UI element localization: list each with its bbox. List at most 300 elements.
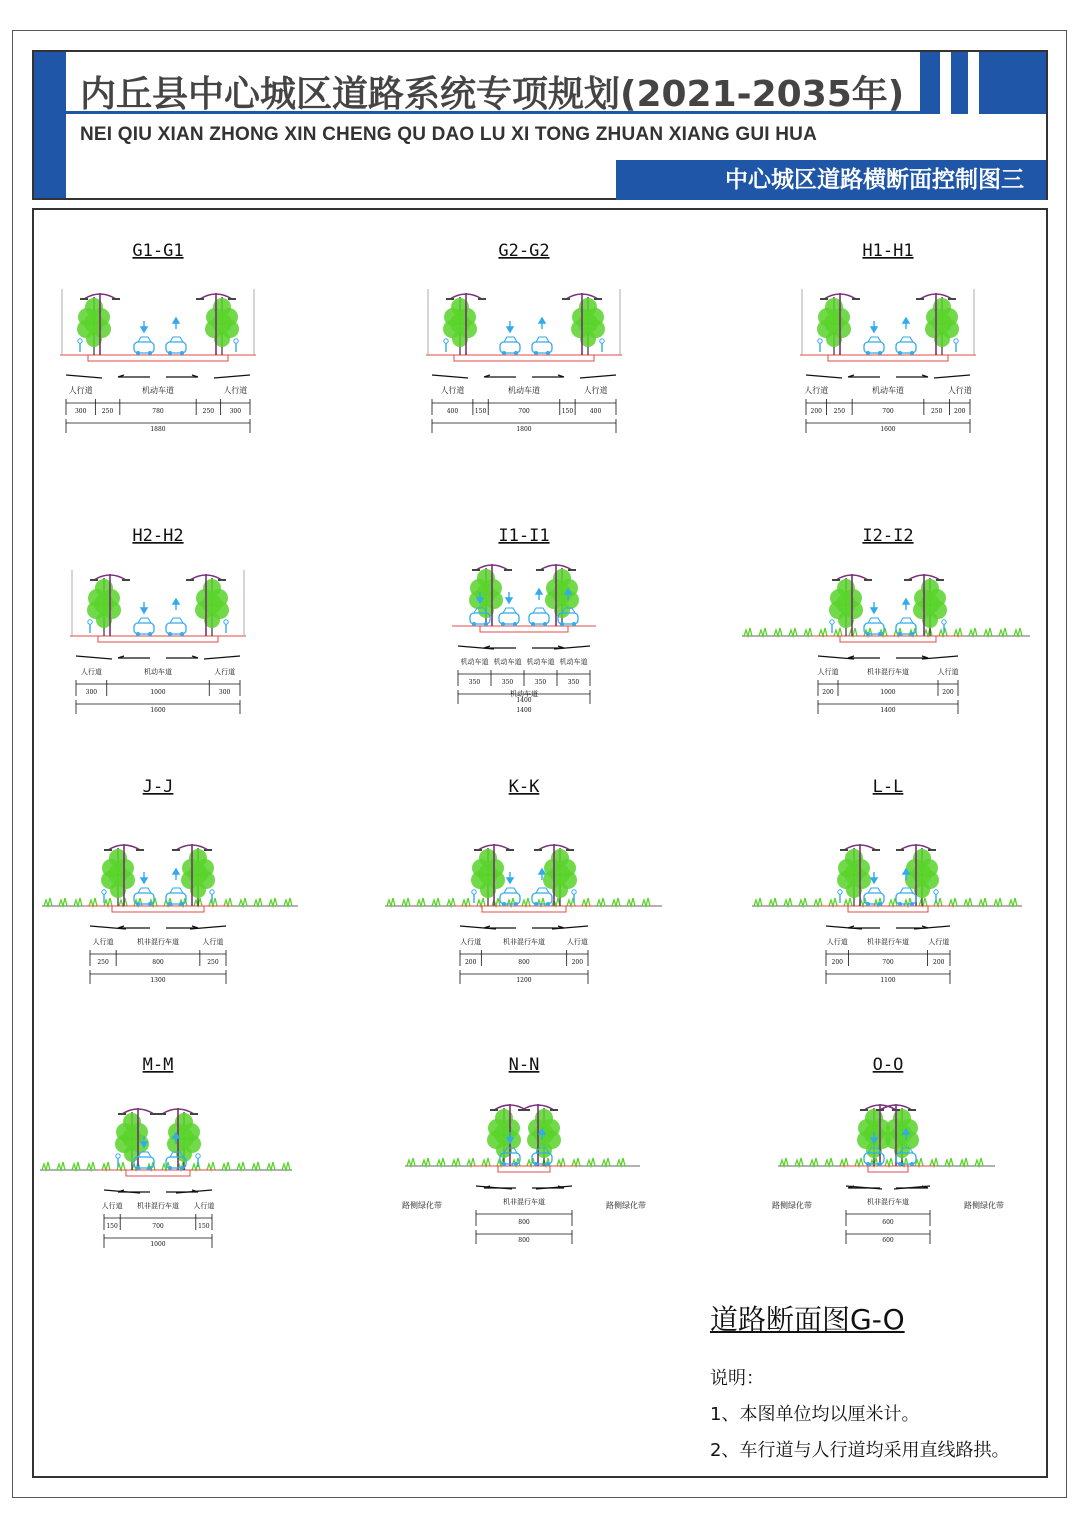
carriageway-outline [126,1170,190,1176]
total-width: 600 [882,1237,894,1244]
down-arrow-icon [506,592,512,603]
grass-icon [939,628,947,636]
tree-canopy [844,864,864,884]
grass-icon [984,628,992,636]
verge-label-left: 路侧绿化带 [402,1201,442,1210]
vehicle-roof [536,337,549,342]
section-l-l [752,777,1022,984]
pedestrian-icon [818,339,822,343]
flow-arrow-right [204,656,240,659]
carriageway-outline [98,636,218,642]
grass-icon [102,1162,110,1170]
carriageway-outline [454,355,594,361]
tree-canopy [202,594,222,614]
grass-icon [979,898,987,906]
dimension-value: 800 [518,1219,530,1226]
sheet-name: 中心城区道路横断面控制图三 [616,160,1046,200]
carriageway-outline [828,355,948,361]
tree-canopy [122,1128,142,1148]
lane-label: 人行道 [566,938,588,946]
vehicle-wheel [148,351,152,355]
tree-canopy [108,864,128,884]
up-arrow-icon [903,318,909,329]
vehicle-roof [138,888,151,893]
lane-label: 人行道 [817,668,839,676]
pedestrian-icon [234,339,238,343]
grass-icon [814,898,822,906]
section-title: H2-H2 [132,526,184,546]
grass-icon [969,628,977,636]
carriageway-outline [112,906,204,912]
tree-canopy [94,594,114,614]
vehicle-wheel [878,902,882,906]
pedestrian-icon [116,1154,120,1158]
dimension-value: 1000 [150,689,166,696]
section-o-o [772,1055,1004,1244]
lane-label: 机动车道 [526,658,555,666]
grass-icon [407,1158,415,1166]
lane-arrows [848,926,928,928]
grass-icon [572,1158,580,1166]
lane-label: 人行道 [92,938,114,946]
lane-arrows [484,375,564,377]
vehicle-wheel [472,622,476,626]
grass-icon [477,898,485,906]
dimension-value: 200 [831,959,843,966]
lane-arrows [848,375,928,377]
lane-label: 机动车道 [142,386,174,395]
dimension-value: 300 [74,408,87,415]
grass-icon [42,1162,50,1170]
up-arrow-icon [173,599,179,610]
grass-icon [557,1158,565,1166]
pedestrian-icon [572,890,576,894]
flow-arrow-left [432,375,468,378]
plan-pinyin-title: NEI QIU XIAN ZHONG XIN CHENG QU DAO LU XI TONG ZHUAN XIANG GUI HUA [80,124,817,145]
flow-arrow-left [806,375,842,378]
grass-icon [87,1162,95,1170]
lane-label: 机非混行车道 [503,1198,545,1206]
vehicle-wheel [502,1162,506,1166]
section-title: J-J [142,777,174,797]
grass-icon [789,628,797,636]
tree-canopy [84,313,104,333]
section-title: M-M [142,1055,174,1075]
dimension-value: 250 [207,959,219,966]
grass-icon [207,1162,215,1170]
vehicle-wheel [148,632,152,636]
pedestrian-icon [210,890,214,894]
grass-icon [819,628,827,636]
grass-icon [855,1158,863,1166]
vehicle-wheel [148,1166,152,1170]
dimension-value: 780 [152,408,164,415]
grass-icon [254,898,262,906]
tree-canopy [824,313,844,333]
grass-icon [949,898,957,906]
dimension-value: 350 [534,679,547,686]
vehicle-wheel [168,632,172,636]
grass-icon [840,1158,848,1166]
grass-icon [849,628,857,636]
vehicle-wheel [534,902,538,906]
tree-canopy [920,594,940,614]
grass-icon [432,898,440,906]
dimension-value: 250 [101,408,114,415]
lane-arrows [118,656,198,658]
section-title: H1-H1 [862,241,914,261]
lane-label: 人行道 [68,386,93,395]
tree-canopy [212,313,232,333]
pedestrian-icon [196,1154,200,1158]
pedestrian-icon [102,890,106,894]
dimension-value: 350 [501,679,514,686]
lane-label: 人行道 [947,386,972,395]
note-2: 2、车行道与人行道均采用直线路拱。 [710,1440,1010,1461]
dimension-value: 200 [942,689,954,696]
down-arrow-icon [141,321,147,332]
total-width: 1800 [516,426,532,433]
vehicle-wheel [910,632,914,636]
lane-label: 人行道 [804,386,829,395]
vehicle-roof [533,608,546,613]
dimension-value: 300 [218,689,231,696]
lane-label: 机非混行车道 [867,938,909,946]
lane-label: 人行道 [214,668,236,676]
vehicle-roof [138,618,151,623]
vehicle-roof [170,888,183,893]
plan-title: 内丘县中心城区道路系统专项规划(2021-2035年) [80,74,905,115]
up-arrow-icon [536,589,542,600]
grass-icon [59,898,67,906]
vehicle-wheel [168,351,172,355]
up-arrow-icon [173,318,179,329]
grass-icon [282,1162,290,1170]
lane-label: 人行道 [928,938,950,946]
vehicle-roof [503,608,516,613]
lane-label: 人行道 [101,1202,123,1210]
grass-icon [237,1162,245,1170]
dimension-value: 400 [589,408,602,415]
tree-canopy [450,313,470,333]
lane-label: 机动车道 [508,386,540,395]
grass-icon [602,1158,610,1166]
grass-icon [482,1158,490,1166]
grass-icon [467,1158,475,1166]
grass-icon [825,1158,833,1166]
down-arrow-icon [507,321,513,332]
dimension-value: 350 [468,679,481,686]
grass-icon [784,898,792,906]
vehicle-roof [504,337,517,342]
section-i2-i2 [742,526,1030,714]
down-arrow-icon [871,872,877,883]
grass-icon [222,1162,230,1170]
dimension-value: 200 [822,689,834,696]
lane-label: 机非混行车道 [867,1198,909,1206]
section-g2-g2 [426,241,622,433]
vehicle-wheel [546,902,550,906]
verge-label-right: 路侧绿化带 [606,1201,646,1210]
vehicle-roof [138,337,151,342]
carriageway-label: 机动车道 [510,690,538,698]
pedestrian-icon [954,339,958,343]
grass-icon [617,1158,625,1166]
dimension-value: 1000 [880,689,896,696]
vehicle-wheel [534,1162,538,1166]
section-n-n [402,1055,646,1244]
grass-icon [527,1158,535,1166]
grass-icon [74,898,82,906]
dimension-value: 600 [882,1219,894,1226]
total-width: 1600 [880,426,896,433]
grass-icon [422,1158,430,1166]
flow-arrow-right [934,375,970,378]
vehicle-wheel [898,1162,902,1166]
vehicle-wheel [136,1166,140,1170]
section-title: K-K [508,777,540,797]
vehicle-wheel [180,902,184,906]
lane-label: 机动车道 [559,658,588,666]
grass-icon [759,628,767,636]
vehicle-wheel [534,351,538,355]
vehicle-wheel [546,351,550,355]
section-j-j [42,777,298,984]
grass-icon [119,898,127,906]
carriageway-outline [482,906,566,912]
vehicle-wheel [910,351,914,355]
section-title: I2-I2 [862,526,914,546]
pedestrian-icon [838,890,842,894]
dimension-value: 200 [933,959,945,966]
grass-icon [597,898,605,906]
down-arrow-icon [871,602,877,613]
total-width: 800 [518,1237,530,1244]
total-width: 1300 [150,977,166,984]
section-title: G2-G2 [498,241,550,261]
down-arrow-icon [141,872,147,883]
vehicle-wheel [546,1162,550,1166]
vehicle-wheel [168,1166,172,1170]
grass-icon [975,1158,983,1166]
dimension-value: 200 [810,408,822,415]
vehicle-wheel [910,902,914,906]
dimension-value: 250 [202,408,215,415]
section-title: O-O [872,1055,904,1075]
lane-label: 人行道 [440,386,465,395]
lane-arrows [484,646,564,648]
vehicle-roof [170,337,183,342]
vehicle-wheel [572,622,576,626]
section-title: G1-G1 [132,241,184,261]
vehicle-wheel [148,902,152,906]
pedestrian-icon [78,339,82,343]
lane-label: 机非混行车道 [137,1202,179,1210]
section-title: L-L [872,777,904,797]
flow-arrow-left [76,656,112,659]
lane-arrows [118,375,198,377]
vehicle-wheel [866,351,870,355]
pedestrian-icon [942,620,946,624]
vehicle-wheel [136,351,140,355]
pedestrian-icon [830,620,834,624]
total-width: 1200 [516,977,532,984]
vehicle-wheel [501,622,505,626]
vehicle-wheel [878,1162,882,1166]
grass-icon [224,898,232,906]
section-title: N-N [508,1055,540,1075]
grass-icon [269,898,277,906]
up-arrow-icon [173,869,179,880]
grass-icon [774,628,782,636]
vehicle-roof [504,888,517,893]
vehicle-wheel [180,351,184,355]
grass-icon [769,898,777,906]
grass-icon [829,898,837,906]
down-arrow-icon [507,872,513,883]
dimension-value: 700 [882,408,894,415]
grass-icon [267,1162,275,1170]
grass-icon [930,1158,938,1166]
vehicle-roof [138,1152,151,1157]
total-width: 1400 [880,707,896,714]
verge-label-right: 路侧绿化带 [964,1201,1004,1210]
grass-icon [209,898,217,906]
lane-arrows [484,926,564,928]
lane-label: 人行道 [193,1202,215,1210]
grass-icon [924,628,932,636]
tree-canopy [550,864,570,884]
total-width: 1880 [150,426,166,433]
pedestrian-icon [88,620,92,624]
grass-icon [999,628,1007,636]
dimension-value: 150 [106,1223,118,1230]
tree-canopy [188,864,208,884]
grass-icon [804,628,812,636]
vehicle-wheel [168,902,172,906]
lane-label: 机非混行车道 [503,938,545,946]
vehicle-roof [868,888,881,893]
grass-icon [284,898,292,906]
dimension-value: 800 [518,959,530,966]
pedestrian-icon [444,339,448,343]
grass-icon [780,1158,788,1166]
pedestrian-icon [224,620,228,624]
pedestrian-icon [934,890,938,894]
lane-label: 机动车道 [872,386,904,395]
dimension-value: 200 [464,959,477,966]
dimension-value: 250 [833,408,846,415]
grass-icon [522,898,530,906]
pedestrian-icon [472,890,476,894]
section-title: I1-I1 [498,526,550,546]
carriageway-outline [88,355,228,361]
grass-icon [744,628,752,636]
grass-icon [1014,628,1022,636]
carriageway-outline [840,636,936,642]
dimension-value: 700 [152,1223,164,1230]
total-width: 1600 [150,707,166,714]
tree-canopy [578,313,598,333]
lane-arrows [848,656,928,658]
dimension-value: 300 [85,689,98,696]
vehicle-wheel [502,902,506,906]
grass-icon [964,898,972,906]
grass-icon [417,898,425,906]
vehicle-wheel [866,902,870,906]
grass-icon [754,898,762,906]
dimension-value: 700 [518,408,530,415]
tree-canopy [478,864,498,884]
grass-icon [387,898,395,906]
dimension-value: 150 [561,408,574,415]
lane-arrows [118,1190,198,1192]
vehicle-wheel [910,1162,914,1166]
section-k-k [385,777,662,984]
grass-icon [89,898,97,906]
grass-icon [844,898,852,906]
lane-arrows [118,926,198,928]
flow-arrow-right [214,375,250,378]
lane-label: 机非混行车道 [867,668,909,676]
dimension-value: 300 [229,408,242,415]
tree-canopy [836,594,856,614]
grass-icon [452,1158,460,1166]
carriageway-outline [498,1166,550,1172]
grass-icon [945,1158,953,1166]
up-arrow-icon [539,318,545,329]
dimension-value: 150 [474,408,487,415]
lane-label: 人行道 [937,668,959,676]
lane-label: 机动车道 [460,658,489,666]
vehicle-roof [900,618,913,623]
dimension-value: 150 [198,1223,210,1230]
vehicle-roof [868,618,881,623]
vehicle-wheel [866,1162,870,1166]
vehicle-wheel [514,902,518,906]
verge-label-left: 路侧绿化带 [772,1201,812,1210]
vehicle-wheel [560,622,564,626]
vehicle-wheel [514,351,518,355]
grass-icon [627,898,635,906]
vehicle-wheel [878,351,882,355]
grass-icon [192,1162,200,1170]
lane-label: 机非混行车道 [137,938,179,946]
pedestrian-icon [600,339,604,343]
vehicle-wheel [180,1166,184,1170]
lane-label: 机动车道 [144,668,172,676]
grass-icon [587,1158,595,1166]
tree-canopy [932,313,952,333]
dimension-value: 800 [152,959,164,966]
grass-icon [919,898,927,906]
up-arrow-icon [903,599,909,610]
grass-icon [934,898,942,906]
grass-icon [799,898,807,906]
lane-label: 人行道 [223,386,248,395]
grass-icon [252,1162,260,1170]
grass-icon [239,898,247,906]
lane-arrows [484,1186,564,1188]
note-1: 1、本图单位均以厘米计。 [710,1404,920,1425]
grass-icon [402,898,410,906]
lane-label: 人行道 [460,938,482,946]
dimension-value: 200 [954,408,966,415]
lane-label: 人行道 [202,938,224,946]
tree-canopy [912,864,932,884]
vehicle-roof [900,888,913,893]
section-m-m [40,1055,292,1248]
